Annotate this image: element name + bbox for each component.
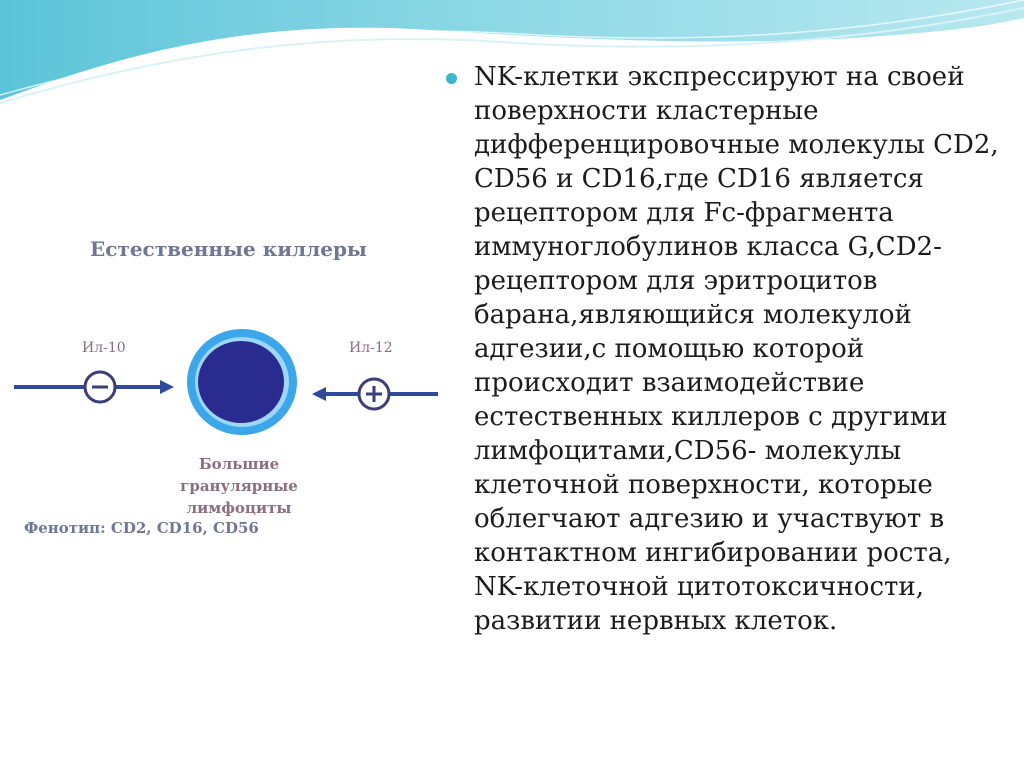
right-arrow-head [312, 387, 326, 401]
left-arrow-head [160, 380, 174, 394]
bullet-text: NK-клетки экспрессируют на своей поверхности кластерные дифференцировочные молекулы CD2, CD56 и CD16,где CD16 является рецептором для Fc-фрагмента иммуноглобулинов класса G,CD2-рецептором для эритроцитов барана,являющийся молекулой адгезии,с помощью которой происходит взаимодействие естественных киллеров с другими лимфоцитами,CD56- молекулы клеточной поверхности, которые облегчают адгезию и участвуют в контактном ингибировании роста, NK-клеточной цитотоксичности, развитии нервных клеток. [474, 62, 999, 636]
il10-label: Ил-10 [82, 340, 126, 356]
bullet-icon [446, 73, 457, 84]
nk-cell-diagram [14, 222, 438, 557]
diagram-title: Естественные киллеры [90, 237, 367, 261]
cell-nucleus [198, 341, 284, 423]
cell-caption: Большие гранулярные лимфоциты [180, 455, 298, 517]
il12-label: Ил-12 [349, 340, 393, 356]
phenotype-label: Фенотип: CD2, CD16, CD56 [24, 519, 259, 537]
bullet-list [444, 60, 1004, 760]
